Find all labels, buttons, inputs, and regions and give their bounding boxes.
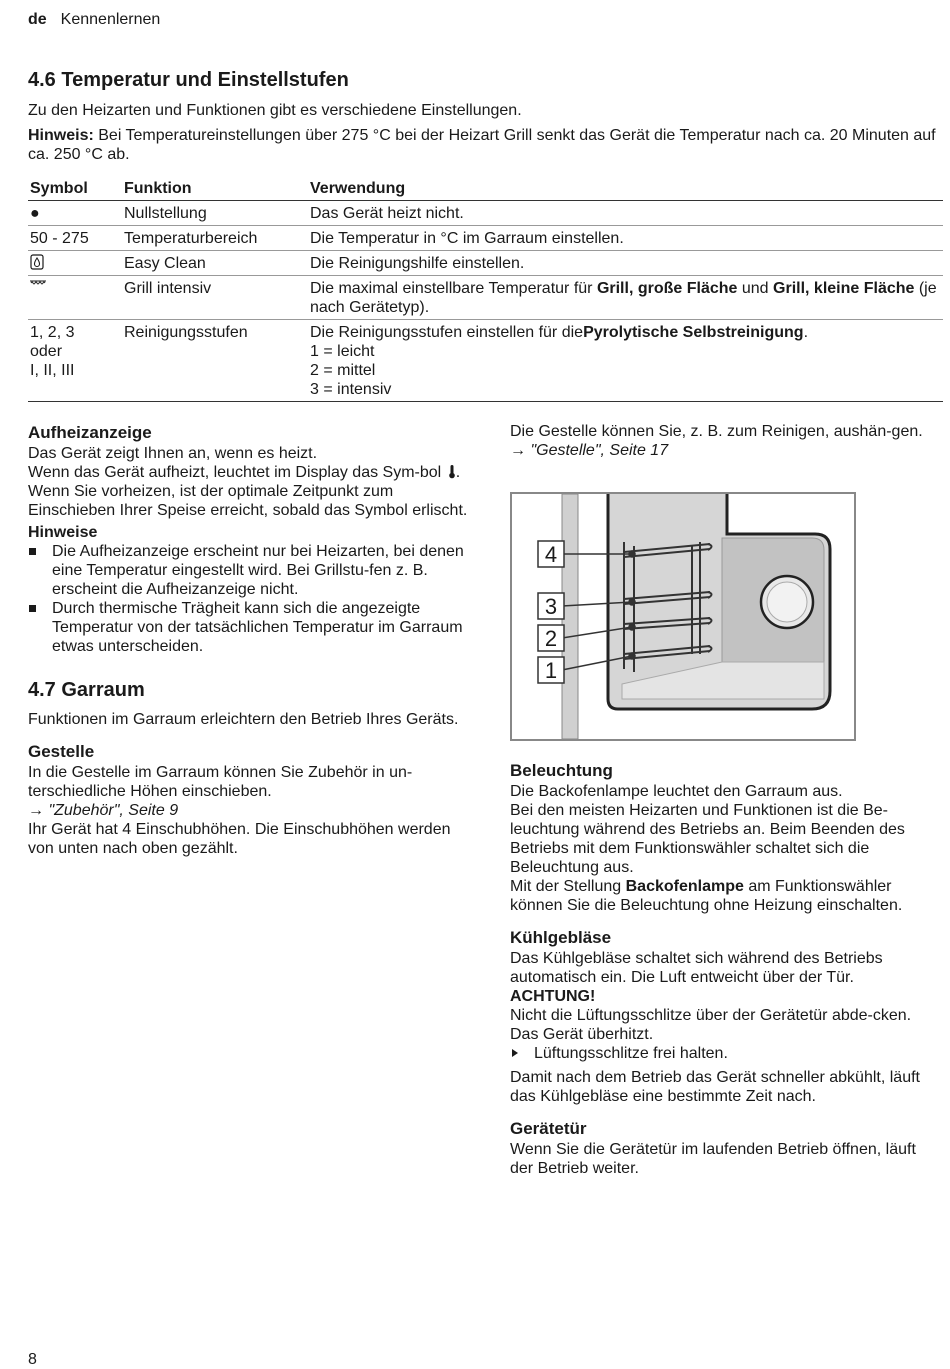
table-row	[28, 251, 943, 276]
heading-hinweise: Hinweise	[28, 524, 98, 541]
warning-label: ACHTUNG!	[510, 988, 596, 1005]
symbol-line: I, II, III	[30, 362, 75, 379]
settings-table	[28, 176, 943, 402]
usage-bold-grill-large: Grill, große Fläche	[596, 280, 738, 297]
aufheiz-paragraph-3: Wenn Sie vorheizen, ist der optimale Zeitpunkt zum Einschieben Ihrer Speise erreicht, sobald das Symbol erlischt.	[28, 483, 468, 519]
symbol-line: 1, 2, 3	[30, 324, 75, 341]
note-text: Bei Temperatureinstellungen über 275 °C bei der Heizart Grill senkt das Gerät die Temperatur nach ca. 20 Minuten auf ca. 250 °C ab.	[28, 127, 936, 163]
cell-function: Nullstellung	[122, 201, 308, 226]
cell-function: Grill intensiv	[122, 276, 308, 320]
cell-function: Easy Clean	[122, 251, 308, 276]
level-item: 1 = leicht	[310, 343, 375, 360]
right-column-top	[510, 422, 943, 460]
beleuchtung-paragraph-2: Bei den meisten Heizarten und Funktionen ist die Be-leuchtung während des Betriebs an. Beim Beenden des Betriebs mit dem Funktionswähler schaltet sich die Beleuchtung aus.	[510, 802, 905, 876]
gestelle-paragraph-3: Die Gestelle können Sie, z. B. zum Reinigen, aushän-gen.	[510, 423, 923, 440]
rack-level-label	[538, 657, 564, 683]
usage-bold-pyrolysis: Pyrolytische Selbstreinigung	[583, 324, 804, 341]
col-header-function: Funktion	[122, 176, 308, 201]
gestelle-paragraph-1: In die Gestelle im Garraum können Sie Zubehör in un-terschiedliche Höhen einschieben.	[28, 764, 413, 800]
gestelle-cross-reference[interactable]: → "Zubehör", Seite 9	[28, 802, 179, 819]
heading-beleuchtung: Beleuchtung	[510, 761, 613, 780]
language-code: de	[28, 11, 47, 28]
table-row	[28, 226, 943, 251]
cell-symbol: 50 - 275	[28, 226, 122, 251]
thermometer-icon	[448, 464, 456, 479]
gestelle-paragraph-2: Ihr Gerät hat 4 Einschubhöhen. Die Einschubhöhen werden von unten nach oben gezählt.	[28, 821, 451, 857]
page-header	[28, 10, 160, 29]
col-header-usage: Verwendung	[308, 176, 943, 201]
heading-aufheizanzeige: Aufheizanzeige	[28, 423, 152, 442]
aufheiz-paragraph-1: Das Gerät zeigt Ihnen an, wenn es heizt.	[28, 445, 318, 462]
usage-bold-grill-small: Grill, kleine Fläche	[773, 280, 915, 297]
beleuchtung-text: Mit der Stellung	[510, 878, 626, 895]
cell-usage	[308, 320, 943, 402]
beleuchtung-paragraph-1: Die Backofenlampe leuchtet den Garraum aus.	[510, 783, 843, 800]
usage-line	[310, 323, 941, 342]
list-item: Durch thermische Trägheit kann sich die angezeigte Temperatur von der tatsächlichen Temperatur im Garraum etwas unterscheiden.	[28, 599, 468, 656]
note-paragraph	[28, 126, 943, 164]
level-item: 2 = mittel	[310, 362, 376, 379]
list-item: Die Aufheizanzeige erscheint nur bei Heizarten, bei denen eine Temperatur eingestellt wird. Bei Grillstu-fen z. B. erscheint die Aufheizanzeige nicht.	[28, 542, 468, 599]
rack-level-2: 2	[544, 626, 558, 651]
usage-text: Die Reinigungsstufen einstellen für die	[310, 324, 584, 341]
grill-intensive-icon	[30, 280, 46, 286]
usage-text: und	[737, 280, 774, 297]
heading-kuehlgeblaese: Kühlgebläse	[510, 928, 612, 947]
rack-level-1: 1	[544, 658, 558, 683]
right-column-bottom	[510, 760, 943, 1178]
usage-text: .	[803, 324, 809, 341]
beleuchtung-bold: Backofenlampe	[625, 878, 744, 895]
rack-level-label	[538, 625, 564, 651]
beleuchtung-paragraph-3	[510, 877, 943, 915]
cell-usage: Das Gerät heizt nicht.	[308, 201, 943, 226]
gestelle-cross-reference-2[interactable]: → "Gestelle", Seite 17	[510, 442, 669, 459]
table-row	[28, 201, 943, 226]
rack-level-label	[538, 541, 564, 567]
section-title-4-7: 4.7 Garraum	[28, 679, 145, 701]
section-intro: Zu den Heizarten und Funktionen gibt es verschiedene Einstellungen.	[28, 102, 522, 119]
beleuchtung-text: am Funktionswähler können Sie die Beleuchtung ohne Heizung einschalten.	[510, 878, 903, 914]
symbol-line: oder	[30, 343, 63, 360]
aufheiz-paragraph-2	[28, 463, 468, 482]
note-label: Hinweis:	[28, 127, 94, 144]
garraum-intro: Funktionen im Garraum erleichtern den Betrieb Ihres Geräts.	[28, 711, 459, 728]
oven-rack-illustration	[510, 492, 856, 741]
level-item: 3 = intensiv	[310, 381, 392, 398]
easy-clean-icon	[30, 254, 44, 270]
cell-usage: Die Temperatur in °C im Garraum einstellen.	[308, 226, 943, 251]
cell-symbol	[28, 276, 122, 320]
aufheiz-text-end: .	[455, 464, 461, 481]
kuehl-instruction-step: Lüftungsschlitze frei halten.	[510, 1044, 943, 1063]
cell-symbol: ●	[28, 201, 122, 226]
tuer-paragraph-1: Wenn Sie die Gerätetür im laufenden Betrieb öffnen, läuft der Betrieb weiter.	[510, 1141, 916, 1177]
cell-symbol	[28, 320, 122, 402]
hinweise-list	[28, 542, 468, 656]
cell-function: Temperaturbereich	[122, 226, 308, 251]
rack-level-4: 4	[544, 542, 558, 567]
heading-geraetetuer: Gerätetür	[510, 1119, 587, 1138]
heading-gestelle: Gestelle	[28, 742, 95, 761]
rack-level-3: 3	[544, 594, 558, 619]
page-number: 8	[28, 1351, 37, 1368]
cell-usage	[308, 276, 943, 320]
section-title-4-6: 4.6 Temperatur und Einstellstufen	[28, 69, 349, 91]
usage-text: Die maximal einstellbare Temperatur für	[310, 280, 597, 297]
kuehl-paragraph-1: Das Kühlgebläse schaltet sich während des Betriebs automatisch ein. Die Luft entweicht über der Tür.	[510, 950, 883, 986]
table-row	[28, 320, 943, 402]
usage-text: (je nach Gerätetyp).	[310, 280, 937, 316]
aufheiz-text: Wenn das Gerät aufheizt, leuchtet im Display das Sym-bol	[28, 464, 442, 481]
kuehl-paragraph-2: Nicht die Lüftungsschlitze über der Gerätetür abde-cken. Das Gerät überhitzt.	[510, 1007, 912, 1043]
chapter-name: Kennenlernen	[60, 11, 161, 28]
oven-drawing	[512, 494, 854, 739]
rack-level-label	[538, 593, 564, 619]
cell-symbol	[28, 251, 122, 276]
cell-function: Reinigungsstufen	[122, 320, 308, 402]
table-header-row	[28, 176, 943, 201]
kuehl-paragraph-3: Damit nach dem Betrieb das Gerät schneller abkühlt, läuft das Kühlgebläse eine bestimmte Zeit nach.	[510, 1069, 920, 1105]
table-row	[28, 276, 943, 320]
col-header-symbol: Symbol	[28, 176, 122, 201]
cell-usage: Die Reinigungshilfe einstellen.	[308, 251, 943, 276]
left-column	[28, 422, 468, 858]
